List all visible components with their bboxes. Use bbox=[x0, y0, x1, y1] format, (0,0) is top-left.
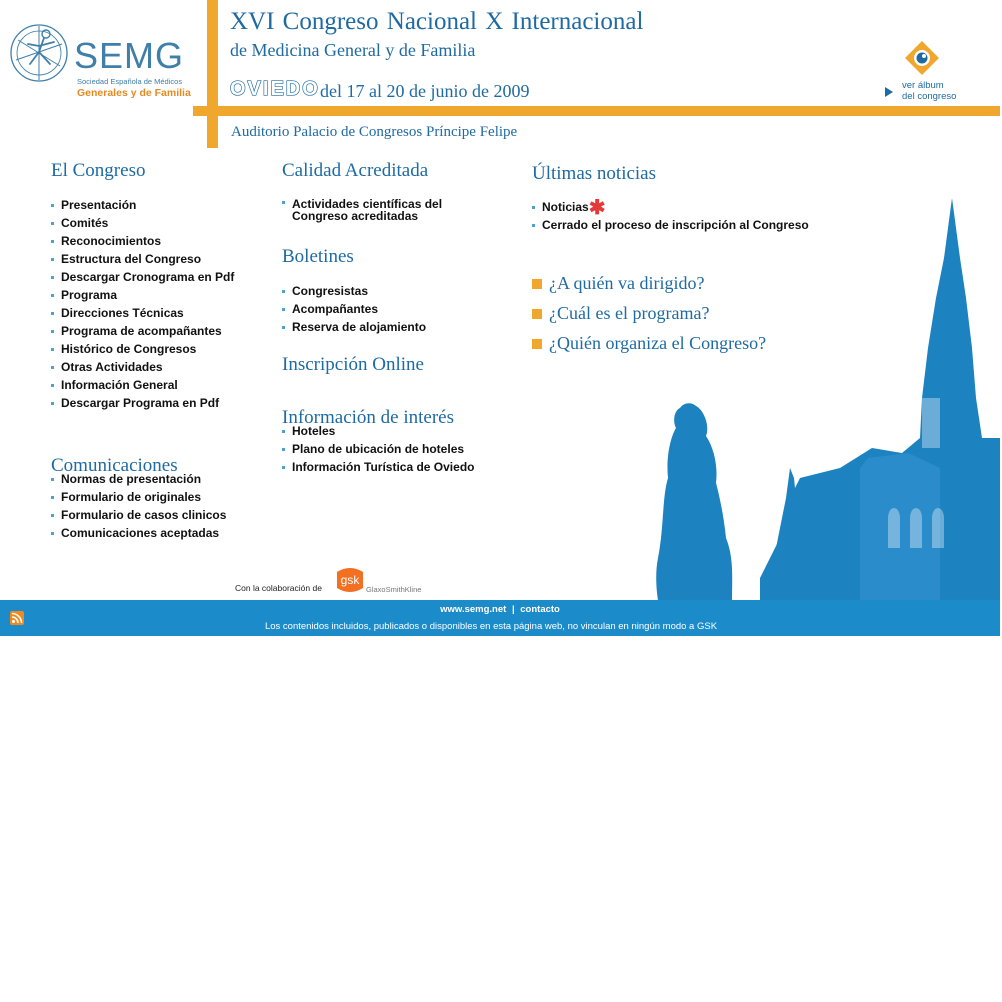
question-item[interactable] bbox=[532, 302, 766, 332]
logo-wordmark: SEMG bbox=[74, 35, 185, 76]
list-item[interactable] bbox=[51, 196, 234, 214]
questions-list bbox=[532, 272, 766, 362]
congress-subtitle: de Medicina General y de Familia bbox=[230, 40, 476, 60]
footer bbox=[0, 600, 1000, 636]
heading-ultimas-noticias: Últimas noticias bbox=[532, 163, 657, 184]
list-item[interactable] bbox=[51, 394, 234, 412]
boletines-menu-item-link[interactable]: Reserva de alojamiento bbox=[292, 320, 427, 334]
list-item[interactable] bbox=[51, 340, 234, 358]
list-item[interactable] bbox=[282, 440, 474, 458]
bullet-icon bbox=[51, 366, 54, 369]
congreso-menu-item-link[interactable]: Reconocimientos bbox=[61, 234, 162, 248]
footer-links bbox=[0, 604, 1000, 615]
list-item[interactable] bbox=[51, 524, 226, 542]
heading-el-congreso: El Congreso bbox=[51, 160, 146, 181]
sponsor-company: GlaxoSmithKline bbox=[366, 585, 422, 594]
congreso-menu-item-link[interactable]: Direcciones Técnicas bbox=[61, 306, 184, 320]
semg-logo[interactable] bbox=[6, 20, 196, 99]
heading-calidad-acreditada: Calidad Acreditada bbox=[282, 160, 429, 181]
bullet-icon bbox=[51, 496, 54, 499]
congreso-menu-item-link[interactable]: Programa bbox=[61, 288, 118, 302]
footer-separator: | bbox=[511, 604, 515, 615]
bullet-icon bbox=[51, 532, 54, 535]
bullet-icon bbox=[282, 308, 285, 311]
list-item[interactable] bbox=[282, 422, 474, 440]
congreso-menu-item-link[interactable]: Histórico de Congresos bbox=[61, 342, 197, 356]
congreso-menu-item-link[interactable]: Otras Actividades bbox=[61, 360, 163, 374]
bullet-icon bbox=[51, 240, 54, 243]
bullet-icon bbox=[51, 312, 54, 315]
comunicaciones-menu-item-link[interactable]: Comunicaciones aceptadas bbox=[61, 526, 220, 540]
bullet-icon bbox=[282, 430, 285, 433]
boletines-menu bbox=[282, 282, 426, 336]
album-eye-icon bbox=[904, 40, 940, 76]
bullet-icon bbox=[282, 290, 285, 293]
sponsor-label: Con la colaboración de bbox=[235, 583, 322, 593]
list-item[interactable] bbox=[51, 268, 234, 286]
congress-dates: del 17 al 20 de junio de 2009 bbox=[320, 81, 530, 101]
list-item[interactable] bbox=[51, 322, 234, 340]
bullet-icon bbox=[51, 276, 54, 279]
congreso-menu-item-link[interactable]: Descargar Programa en Pdf bbox=[61, 396, 220, 410]
square-bullet-icon bbox=[532, 339, 542, 349]
heading-comunicaciones: Comunicaciones bbox=[51, 455, 178, 476]
question-link[interactable]: ¿A quién va dirigido? bbox=[549, 273, 705, 293]
list-item[interactable] bbox=[51, 470, 226, 488]
congreso-menu-item-link[interactable]: Descargar Cronograma en Pdf bbox=[61, 270, 235, 284]
list-item[interactable] bbox=[51, 250, 234, 268]
list-item[interactable] bbox=[51, 286, 234, 304]
question-link[interactable]: ¿Quién organiza el Congreso? bbox=[549, 333, 767, 353]
list-item[interactable] bbox=[51, 376, 234, 394]
bullet-icon bbox=[51, 514, 54, 517]
informacion-menu-item-link[interactable]: Plano de ubicación de hoteles bbox=[292, 442, 465, 456]
inscripcion-online-link[interactable]: Inscripción Online bbox=[282, 354, 424, 375]
bullet-icon bbox=[51, 402, 54, 405]
play-arrow-icon bbox=[885, 87, 893, 97]
oviedo-cathedral-silhouette bbox=[640, 198, 1002, 600]
news-link-noticias[interactable]: Noticias bbox=[542, 200, 589, 214]
comunicaciones-menu-item-link[interactable]: Formulario de casos clinicos bbox=[61, 508, 227, 522]
header-horizontal-bar bbox=[193, 106, 1000, 116]
sponsor-block bbox=[235, 566, 435, 598]
square-bullet-icon bbox=[532, 309, 542, 319]
bullet-icon bbox=[282, 201, 285, 204]
logo-subtitle-accent: Generales y de Familia bbox=[77, 87, 191, 99]
bullet-icon bbox=[51, 294, 54, 297]
congress-venue: Auditorio Palacio de Congresos Príncipe Felipe bbox=[231, 124, 518, 140]
album-label-line1: ver álbum bbox=[902, 80, 944, 91]
list-item[interactable] bbox=[51, 488, 226, 506]
news-list bbox=[532, 198, 809, 234]
calidad-link[interactable] bbox=[292, 198, 442, 222]
informacion-menu-item-link[interactable]: Hoteles bbox=[292, 424, 336, 438]
album-link[interactable] bbox=[882, 40, 982, 106]
calidad-link-line2: Congreso acreditadas bbox=[292, 209, 419, 223]
new-star-icon: ✱ bbox=[588, 197, 606, 219]
logo-subtitle: Sociedad Española de Médicos bbox=[77, 77, 183, 86]
bullet-icon bbox=[532, 206, 535, 209]
bullet-icon bbox=[51, 478, 54, 481]
semg-emblem-icon bbox=[6, 20, 72, 82]
city-name: OVIEDO bbox=[230, 78, 320, 100]
question-item[interactable] bbox=[532, 272, 766, 302]
list-item[interactable] bbox=[51, 506, 226, 524]
calidad-menu bbox=[282, 198, 442, 222]
gsk-logo-icon[interactable] bbox=[333, 566, 367, 596]
list-item[interactable] bbox=[51, 232, 234, 250]
bullet-icon bbox=[282, 448, 285, 451]
bullet-icon bbox=[51, 222, 54, 225]
list-item[interactable] bbox=[51, 358, 234, 376]
boletines-menu-item-link[interactable]: Congresistas bbox=[292, 284, 369, 298]
informacion-menu bbox=[282, 422, 474, 476]
congreso-menu-item-link[interactable]: Presentación bbox=[61, 198, 137, 212]
bullet-icon bbox=[282, 326, 285, 329]
question-item[interactable] bbox=[532, 332, 766, 362]
list-item[interactable] bbox=[282, 282, 426, 300]
footer-disclaimer: Los contenidos incluidos, publicados o disponibles en esta página web, no vinculan en ningún modo a GSK bbox=[264, 621, 718, 632]
bullet-icon bbox=[532, 224, 535, 227]
boletines-menu-item-link[interactable]: Acompañantes bbox=[292, 302, 379, 316]
album-label-line2: del congreso bbox=[902, 91, 957, 102]
bullet-icon bbox=[51, 258, 54, 261]
heading-informacion-interes: Información de interés bbox=[282, 407, 454, 428]
list-item[interactable] bbox=[282, 458, 474, 476]
list-item[interactable] bbox=[282, 198, 442, 222]
congreso-menu-item-link[interactable]: Estructura del Congreso bbox=[61, 252, 202, 266]
congreso-menu bbox=[51, 196, 234, 412]
list-item[interactable] bbox=[282, 300, 426, 318]
list-item[interactable] bbox=[532, 216, 809, 234]
comunicaciones-menu bbox=[51, 470, 226, 542]
congreso-menu-item-link[interactable]: Información General bbox=[61, 378, 178, 392]
square-bullet-icon bbox=[532, 279, 542, 289]
header bbox=[0, 0, 1002, 150]
bullet-icon bbox=[51, 204, 54, 207]
list-item[interactable] bbox=[51, 214, 234, 232]
bullet-icon bbox=[51, 384, 54, 387]
list-item[interactable] bbox=[282, 318, 426, 336]
gsk-logo-text: gsk bbox=[340, 573, 360, 587]
contact-link[interactable]: contacto bbox=[520, 604, 560, 615]
question-link[interactable]: ¿Cuál es el programa? bbox=[549, 303, 710, 323]
congreso-menu-item-link[interactable]: Comités bbox=[61, 216, 109, 230]
bullet-icon bbox=[282, 466, 285, 469]
heading-boletines: Boletines bbox=[282, 246, 354, 267]
comunicaciones-menu-item-link[interactable]: Formulario de originales bbox=[61, 490, 202, 504]
list-item[interactable] bbox=[532, 197, 809, 219]
header-vertical-bar bbox=[207, 0, 218, 148]
calidad-link-line1: Actividades científicas del bbox=[292, 197, 443, 211]
semg-website-link[interactable]: www.semg.net bbox=[440, 604, 507, 615]
informacion-menu-item-link[interactable]: Información Turística de Oviedo bbox=[292, 460, 475, 474]
bullet-icon bbox=[51, 330, 54, 333]
comunicaciones-menu-item-link[interactable]: Normas de presentación bbox=[61, 472, 202, 486]
congreso-menu-item-link[interactable]: Programa de acompañantes bbox=[61, 324, 222, 338]
list-item[interactable] bbox=[51, 304, 234, 322]
bullet-icon bbox=[51, 348, 54, 351]
album-label bbox=[902, 80, 956, 102]
congress-title: XVI Congreso Nacional X Internacional bbox=[230, 8, 644, 35]
news-link-inscripcion-cerrada[interactable]: Cerrado el proceso de inscripción al Congreso bbox=[542, 218, 809, 232]
